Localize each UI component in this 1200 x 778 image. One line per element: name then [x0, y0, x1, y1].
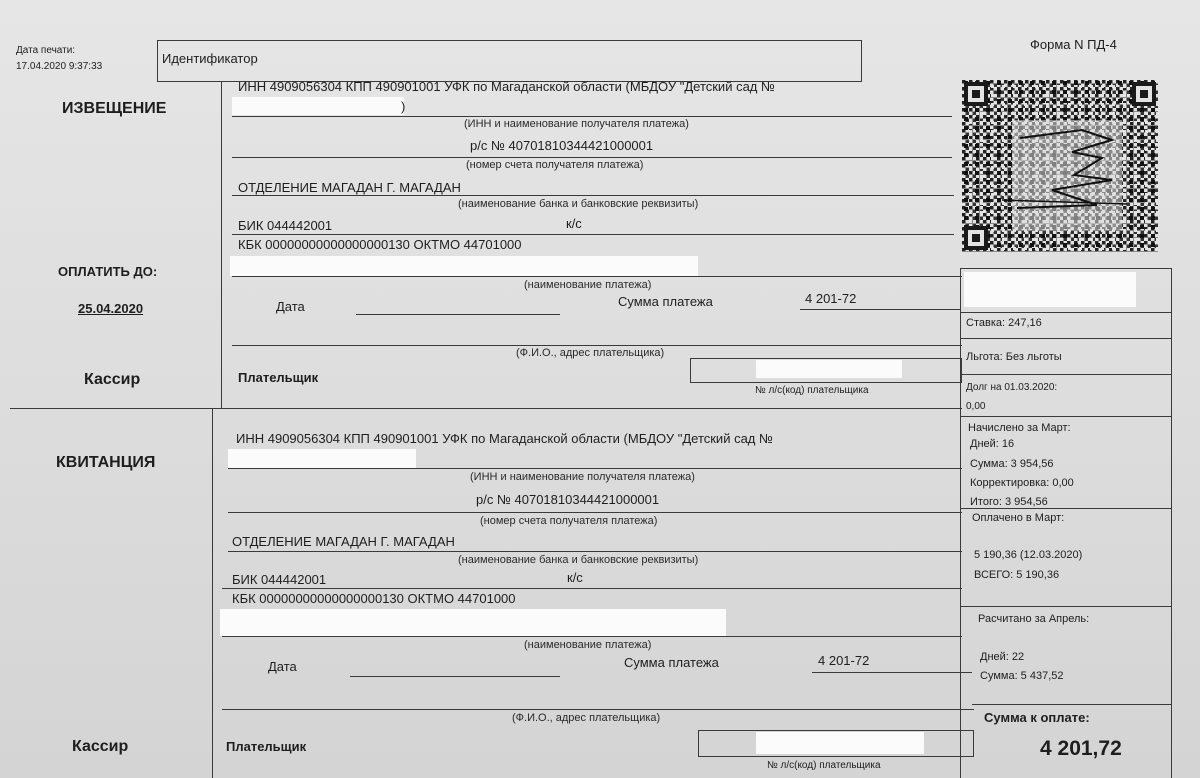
calc-sum: Сумма: 5 437,52: [980, 670, 1064, 682]
redaction-block: [232, 97, 404, 115]
rate: Ставка: 247,16: [966, 317, 1042, 329]
receipt-cashier: Кассир: [72, 738, 129, 755]
redaction-block: [220, 609, 726, 636]
debt-label: Долг на 01.03.2020:: [966, 382, 1058, 393]
rule: [222, 636, 962, 637]
identifier-label: Идентификатор: [162, 51, 258, 66]
sum-field-line: [812, 672, 972, 673]
rule: [228, 468, 962, 469]
rule: [232, 157, 952, 158]
rule: [228, 551, 962, 552]
notice-account-no-caption: № л/с(код) плательщика: [755, 385, 869, 396]
correction: Корректировка: 0,00: [970, 477, 1074, 489]
notice-bank-caption: (наименование банка и банковские реквизиты): [458, 198, 699, 210]
receipt-recipient-line: ИНН 4909056304 КПП 490901001 УФК по Магаданской области (МБДОУ "Детский сад №: [236, 431, 773, 446]
rule: [960, 508, 1172, 509]
receipt-payment-caption: (наименование платежа): [524, 639, 652, 651]
accrued-days: Дней: 16: [970, 438, 1015, 450]
form-name: Форма N ПД-4: [1030, 37, 1117, 52]
pay-by-date: 25.04.2020: [78, 301, 144, 316]
redaction-block: [756, 732, 924, 754]
notice-payer-caption: (Ф.И.О., адрес плательщика): [516, 347, 665, 359]
receipt-ks: к/с: [567, 570, 583, 585]
rule: [232, 276, 962, 277]
calc-title: Расчитано за Апрель:: [978, 613, 1090, 625]
rule: [972, 704, 1172, 705]
notice-bik: БИК 044442001: [238, 218, 333, 233]
receipt-bank: ОТДЕЛЕНИЕ МАГАДАН Г. МАГАДАН: [232, 534, 455, 549]
receipt-kbk: КБК 00000000000000000130 ОКТМО 44701000: [232, 591, 516, 606]
benefit: Льгота: Без льготы: [966, 351, 1062, 363]
accrued-total: Итого: 3 954,56: [970, 496, 1048, 508]
qr-code-icon: [962, 80, 1158, 252]
rule: [222, 709, 974, 710]
rule: [228, 512, 962, 513]
notice-kbk: КБК 00000000000000000130 ОКТМО 44701000: [238, 237, 522, 252]
accrued-sum: Сумма: 3 954,56: [970, 458, 1054, 470]
print-date-label: Дата печати:: [16, 45, 76, 56]
redaction-block: [230, 256, 698, 276]
rule: [232, 195, 954, 196]
accrued-title: Начислено за Март:: [968, 422, 1071, 434]
sum-field-line: [800, 309, 960, 310]
paid-title: Оплачено в Март:: [972, 512, 1065, 524]
receipt-recipient-caption: (ИНН и наименование получателя платежа): [470, 471, 695, 483]
rule: [960, 606, 1172, 607]
receipt-sum-label: Сумма платежа: [624, 655, 719, 670]
notice-title: ИЗВЕЩЕНИЕ: [62, 100, 167, 117]
notice-recipient-tail: ): [401, 99, 406, 114]
receipt-payer-label: Плательщик: [226, 739, 307, 754]
receipt-date-label: Дата: [268, 659, 297, 674]
redaction-block: [228, 449, 416, 469]
notice-sum-value: 4 201-72: [805, 291, 857, 306]
section-separator: [10, 408, 962, 409]
rule: [960, 312, 1172, 313]
paid-value: 5 190,36 (12.03.2020): [974, 549, 1083, 561]
receipt-sum-value: 4 201-72: [818, 653, 870, 668]
notice-recipient-line: ИНН 4909056304 КПП 490901001 УФК по Магаданской области (МБДОУ "Детский сад №: [238, 79, 775, 94]
rule: [960, 338, 1172, 339]
rule: [232, 116, 952, 117]
debt-value: 0,00: [966, 401, 986, 412]
notice-bank: ОТДЕЛЕНИЕ МАГАДАН Г. МАГАДАН: [238, 180, 461, 195]
notice-divider: [221, 82, 222, 408]
rule: [960, 416, 1172, 417]
redaction-block: [756, 360, 902, 378]
notice-sum-label: Сумма платежа: [618, 294, 713, 309]
notice-recipient-caption: (ИНН и наименование получателя платежа): [464, 118, 689, 130]
notice-payer-label: Плательщик: [238, 370, 319, 385]
receipt-account-caption: (номер счета получателя платежа): [480, 515, 658, 527]
receipt-payer-caption: (Ф.И.О., адрес плательщика): [512, 712, 661, 724]
due-label: Сумма к оплате:: [984, 710, 1090, 725]
notice-account: р/с № 40701810344421000001: [470, 138, 654, 153]
notice-payment-caption: (наименование платежа): [524, 279, 652, 291]
receipt-bik: БИК 044442001: [232, 572, 327, 587]
receipt-account: р/с № 40701810344421000001: [476, 492, 660, 507]
calc-days: Дней: 22: [980, 651, 1025, 663]
notice-ks: к/с: [566, 216, 582, 231]
date-field-line: [356, 314, 560, 315]
due-value: 4 201,72: [1040, 737, 1122, 760]
receipt-divider: [212, 408, 213, 778]
print-date-value: 17.04.2020 9:37:33: [16, 61, 103, 72]
notice-account-caption: (номер счета получателя платежа): [466, 159, 644, 171]
rule: [232, 234, 954, 235]
paid-total: ВСЕГО: 5 190,36: [974, 569, 1060, 581]
receipt-account-no-caption: № л/с(код) плательщика: [767, 760, 881, 771]
redaction-block: [964, 272, 1136, 307]
notice-date-label: Дата: [276, 299, 305, 314]
pay-by-label: ОПЛАТИТЬ ДО:: [58, 264, 158, 279]
notice-cashier: Кассир: [84, 371, 141, 388]
identifier-box: [157, 40, 862, 82]
receipt-title: КВИТАНЦИЯ: [56, 454, 156, 471]
receipt-bank-caption: (наименование банка и банковские реквизиты): [458, 554, 699, 566]
rule: [960, 374, 1172, 375]
rule: [232, 345, 962, 346]
date-field-line: [350, 676, 560, 677]
rule: [222, 588, 962, 589]
